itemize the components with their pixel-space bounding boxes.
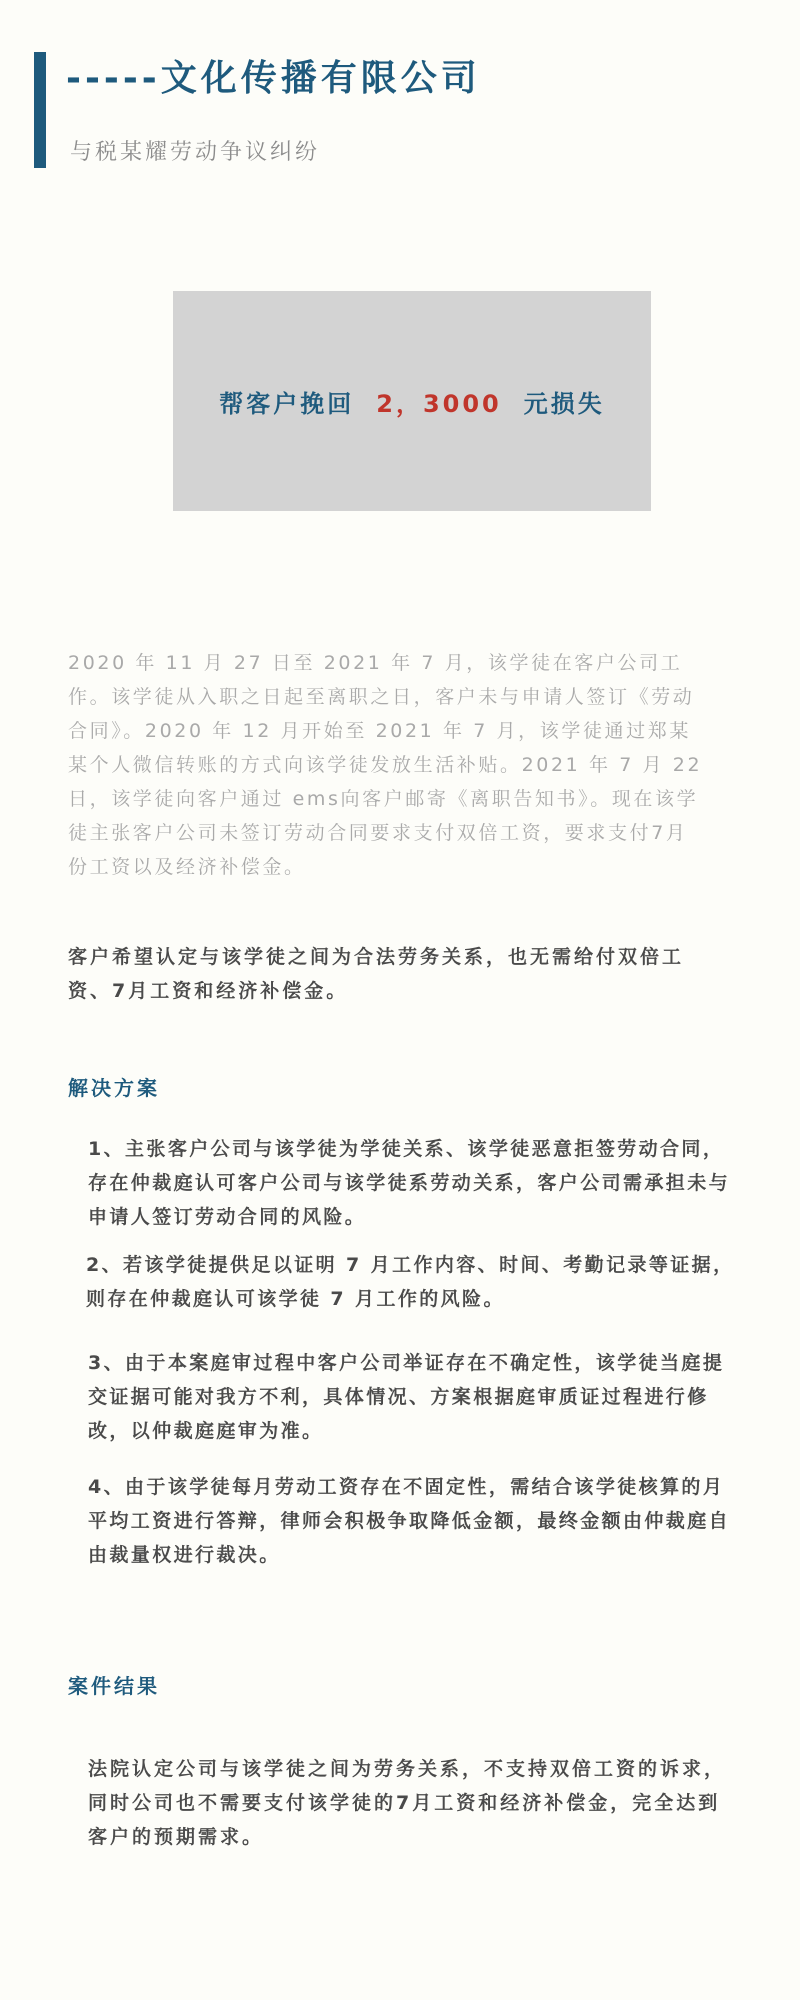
page-title: -----文化传播有限公司 — [66, 58, 481, 99]
case-result-paragraph: 法院认定公司与该学徒之间为劳务关系，不支持双倍工资的诉求，同时公司也不需要支付该学徒的7月工资和经济补偿金，完全达到客户的预期需求。 — [88, 1758, 727, 1848]
result-heading: 案件结果 — [68, 1674, 160, 1698]
case-background-paragraph: 2020 年 11 月 27 日至 2021 年 7 月，该学徒在客户公司工作。该学徒从入职之日起至离职之日，客户未与申请人签订《劳动合同》。2020 年 12 月开始至 2021 年 7 月，该学徒通过郑某某个人微信转账的方式向该学徒发放生活补贴。2021 年 7 月 22 日，该学徒向客户通过 ems向客户邮寄《离职告知书》。现在该学徒主张客户公司未签订劳动合同要求支付双倍工资，要求支付7月份工资以及经济补偿金。 — [68, 652, 703, 878]
solution-item: 1、主张客户公司与该学徒为学徒关系、该学徒恶意拒签劳动合同，存在仲裁庭认可客户公司与该学徒系劳动关系，客户公司需承担未与申请人签订劳动合同的风险。 — [88, 1138, 731, 1228]
highlight-amount: 2，3000 — [376, 389, 502, 418]
page-subtitle: 与税某耀劳动争议纠纷 — [70, 140, 321, 165]
solution-heading: 解决方案 — [68, 1076, 160, 1100]
client-goal-paragraph: 客户希望认定与该学徒之间为合法劳务关系，也无需给付双倍工资、7月工资和经济补偿金。 — [68, 946, 685, 1002]
solution-item: 2、若该学徒提供足以证明 7 月工作内容、时间、考勤记录等证据，则存在仲裁庭认可该学徒 7 月工作的风险。 — [86, 1254, 735, 1310]
solution-item: 3、由于本案庭审过程中客户公司举证存在不确定性，该学徒当庭提交证据可能对我方不利，具体情况、方案根据庭审质证过程进行修改，以仲裁庭庭审为准。 — [88, 1352, 725, 1442]
result-highlight-box — [173, 291, 651, 511]
highlight-suffix: 元损失 — [523, 389, 605, 418]
highlight-prefix: 帮客户挽回 — [219, 389, 355, 418]
header-accent-bar — [34, 52, 46, 168]
solution-item: 4、由于该学徒每月劳动工资存在不固定性，需结合该学徒核算的月平均工资进行答辩，律师会积极争取降低金额，最终金额由仲裁庭自由裁量权进行裁决。 — [88, 1476, 731, 1566]
